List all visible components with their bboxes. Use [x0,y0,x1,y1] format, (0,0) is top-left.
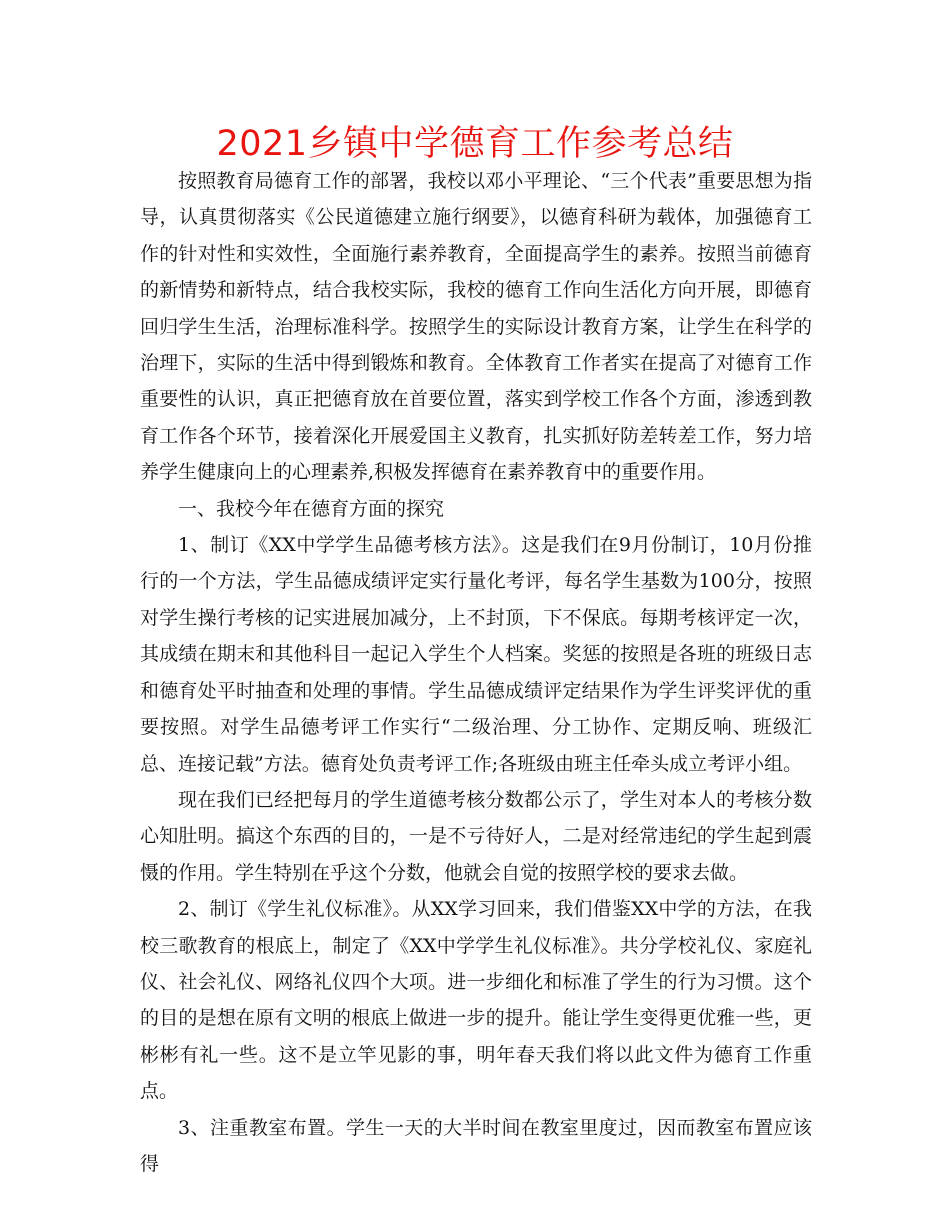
paragraph-item-1: 1、制订《XX中学学生品德考核方法》。这是我们在9月份制订，10月份推行的一个方法，学生品德成绩评定实行量化考评，每名学生基数为100分，按照对学生操行考核的记实进展加减分，上不封顶，下不保底。每期考核评定一次，其成绩在期末和其他科目一起记入学生个人档案。奖惩的按照是各班的班级日志和德育处平时抽查和处理的事情。学生品德成绩评定结果作为学生评奖评优的重要按照。对学生品德考评工作实行“二级治理、分工协作、定期反响、班级汇总、连接记载”方法。德育处负责考评工作;各班级由班主任牵头成立考评小组。 [140,534,812,775]
paragraph-item-2: 2、制订《学生礼仪标准》。从XX学习回来，我们借鉴XX中学的方法，在我校三歌教育的根底上，制定了《XX中学学生礼仪标准》。共分学校礼仪、家庭礼仪、社会礼仪、网络礼仪四个大项。进一步细化和标准了学生的行为习惯。这个的目的是想在原有文明的根底上做进一步的提升。能让学生变得更优雅一些，更彬彬有礼一些。这不是立竿见影的事，明年春天我们将以此文件为德育工作重点。 [140,898,812,1103]
paragraph-intro: 按照教育局德育工作的部署，我校以邓小平理论、“三个代表”重要思想为指导，认真贯彻落实《公民道德建立施行纲要》，以德育科研为载体，加强德育工作的针对性和实效性，全面施行素养教育，全面提高学生的素养。按照当前德育的新情势和新特点，结合我校实际，我校的德育工作向生活化方向开展，即德育回归学生生活，治理标准科学。按照学生的实际设计教育方案，让学生在科学的治理下，实际的生活中得到锻炼和教育。全体教育工作者实在提高了对德育工作重要性的认识，真正把德育放在首要位置，落实到学校工作各个方面，渗透到教育工作各个环节，接着深化开展爱国主义教育，扎实抓好防差转差工作，努力培养学生健康向上的心理素养,积极发挥德育在素养教育中的重要作用。 [140,170,812,484]
document-body [140,163,812,1182]
paragraph-item-3: 3、注重教室布置。学生一天的大半时间在教室里度过，因而教室布置应该得 [140,1116,812,1175]
document-title: 2021乡镇中学德育工作参考总结 [216,124,734,164]
section-heading: 一、我校今年在德育方面的探究 [178,497,445,520]
paragraph-item-1-followup: 现在我们已经把每月的学生道德考核分数都公示了，学生对本人的考核分数心知肚明。搞这个东西的目的，一是不亏待好人，二是对经常违纪的学生起到震慑的作用。学生特别在乎这个分数，他就会自觉的按照学校的要求去做。 [140,788,812,884]
